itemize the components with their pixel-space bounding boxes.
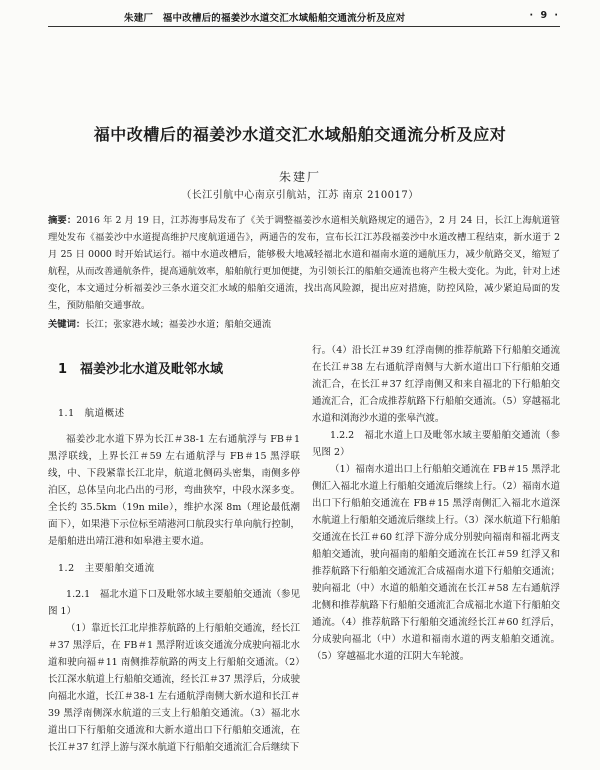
paragraph-traffic-flow-lower-continued: 行。（4）沿长江＃39 红浮南侧的推荐航路下行船舶交通流在长江＃38 左右通航浮南侧与大新水道出口下行船舶交通流汇合，在长江＃37 红浮南侧又和来自福北的下行船舶交通流汇合，汇合成推荐航路下行船舶交通流。（5）穿越福北水道和浏海沙水道的张皋汽渡。 [312, 345, 560, 424]
keywords-text: 长江；张家港水域；福姜沙水道；船舶交通流 [85, 319, 272, 330]
paragraph-waterway-overview: 福姜沙北水道下界为长江＃38-1 左右通航浮与 FB＃1 黑浮联线，上界长江＃59 左右通航浮与 FB＃15 黑浮联线，中、下段紧靠长江北岸，航道北侧码头密集，南侧多停泊区，总体呈向北凸出的弓形，弯曲狭窄，中段水深多变。全长约 35.5km（19n mile），维护水深 8m（理论最低潮面下），如果港下示位标至靖港河口航段实行单向航行控制，是船舶进出靖江港和如皋港主要水道。 [48, 434, 300, 547]
subsection-heading-1-1: 1.1 航道概述 [58, 408, 125, 419]
abstract-text: 2016 年 2 月 19 日，江苏海事局发布了《关于调整福姜沙水道相关航路规定的通告》，2 月 24 日，长江上海航道管理处发布《福姜沙中水道提高维护尺度航道通告》，两通告的发布，宣布长江江苏段福姜沙中水道改槽工程结束，新水道于 2 月 25 日 0000 时开始试运行。福中水道改槽后，能够极大地减轻福北水道和福南水道的通航压力，减少航路交叉，缩短了航程，从而改善通航条件，提高通航效率，船舶航行更加便捷，为引领长江的船舶交通流也将产生极大变化。为此，针对上述变化，本文通过分析福姜沙三条水道交汇水域的船舶交通流，找出高风险源，提出应对措施，防控风险，减少紧迫局面的发生，预防船舶交通事故。 [48, 215, 560, 311]
right-column [312, 342, 560, 665]
subsection-title-1-2-1: 1.2.1 福北水道下口及毗邻水域主要船舶交通流（参见图 1） [48, 589, 300, 617]
author-affiliation: （长江引航中心南京引航站，江苏 南京 210017） [181, 190, 419, 201]
paragraph-traffic-flow-upper: （1）福南水道出口上行船舶交通流在 FB＃15 黑浮北侧汇入福北水道上行船舶交通流后继续上行。（2）福南水道出口下行船舶交通流在 FB＃15 黑浮南侧汇入福北水道深水航道上行船舶交通流后继续上行。（3）深水航道下行船舶交通流在长江＃60 红浮下游分成分别驶向福南和福北两支船舶交通流，驶向福南的船舶交通流在长江＃59 红浮又和推荐航路下行船舶交通流汇合成福南水道下行船舶交通流；驶向福北（中）水道的船舶交通流在长江＃58 左右通航浮北侧和推荐航路下行船舶交通流汇合成福北水道下行船舶交通流。（4）推荐航路下行船舶交通流经长江＃60 红浮后，分成驶向福北（中）水道和福南水道的两支船舶交通流。（5）穿越福北水道的江阴大车轮渡。 [312, 464, 560, 662]
paragraph-traffic-flow-lower: （1）靠近长江北岸推荐航路的上行船舶交通流，经长江＃37 黑浮后，在 FB＃1 黑浮附近该交通流分成驶向福北水道和驶向福＃11 南侧推荐航路的两支上行船舶交通流。（2）长江深水航道上行船舶交通流，经长江＃37 黑浮后，分成驶向福北水道，长江＃38-1 左右通航浮南侧大新水道和长江＃39 黑浮南侧深水航道的三支上行船舶交通流。（3）福北水道出口下行船舶交通流和大新水道出口下行船舶交通流，在长江＃37 红浮上游与深水航道下行船舶交通流汇合后继续下 [48, 623, 300, 753]
abstract-label: 摘要： [48, 215, 77, 226]
article-title: 福中改槽后的福姜沙水道交汇水域船舶交通流分析及应对 [93, 125, 507, 144]
abstract [48, 212, 560, 314]
keywords [48, 316, 560, 333]
subsection-heading-1-2: 1.2 主要船舶交通流 [58, 563, 155, 574]
author-name: 朱建厂 [278, 170, 321, 184]
section-heading: 1 福姜沙北水道及毗邻水域 [58, 362, 224, 377]
running-head-text: 朱建厂 福中改槽后的福姜沙水道交汇水域船舶交通流分析及应对 [124, 13, 406, 24]
left-column [48, 352, 300, 756]
page-number: · 9 · [529, 10, 560, 21]
running-head [48, 6, 560, 22]
subsection-title-1-2-2: 1.2.2 福北水道上口及毗邻水域主要船舶交通流（参见图 2） [312, 430, 560, 458]
header-rule [48, 26, 560, 27]
keywords-label: 关键词： [48, 319, 86, 330]
